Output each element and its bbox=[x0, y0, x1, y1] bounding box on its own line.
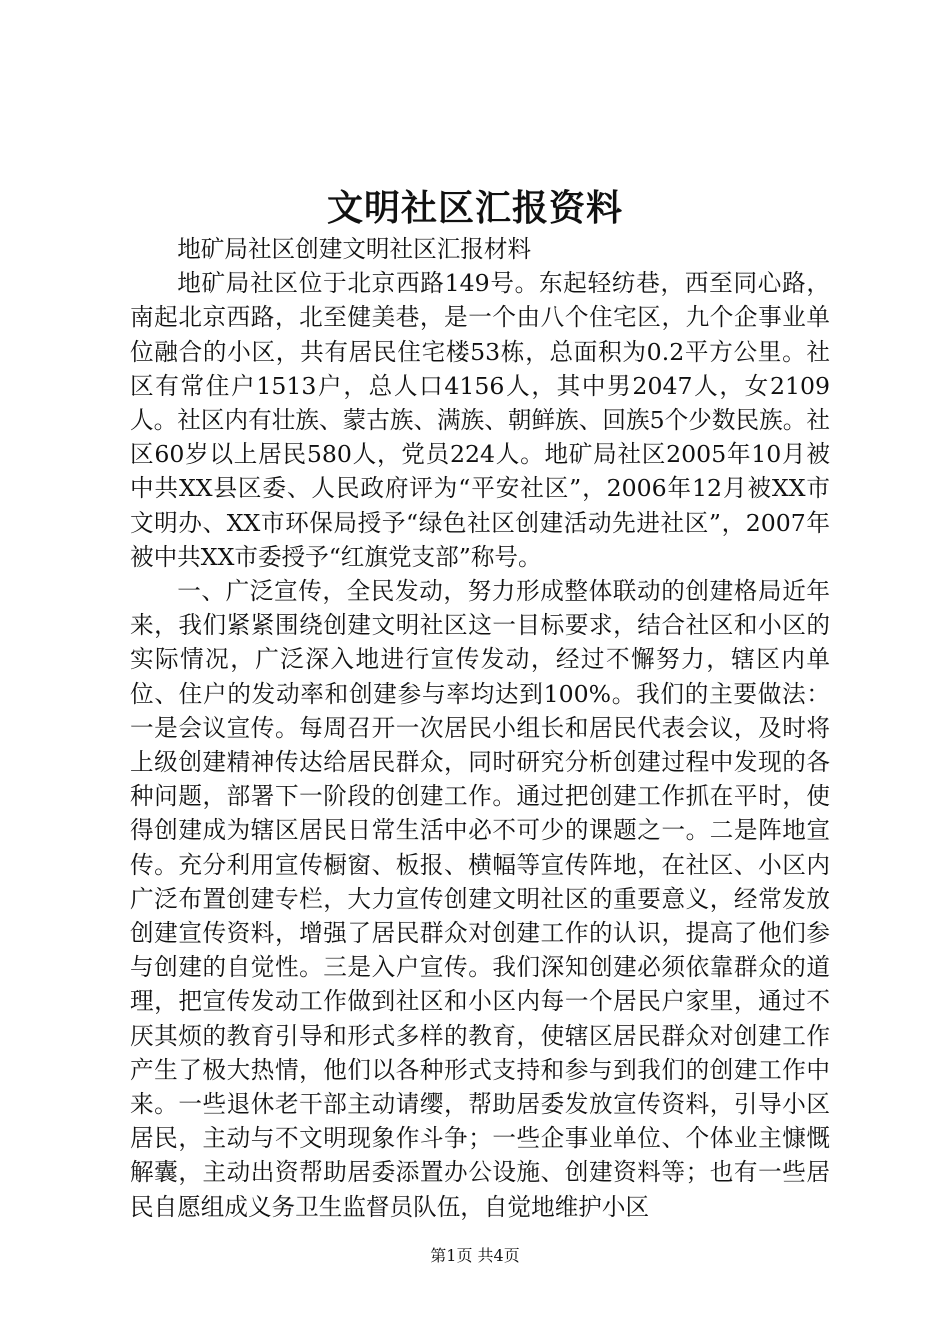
document-title: 文明社区汇报资料 bbox=[326, 187, 623, 229]
document-body bbox=[130, 232, 830, 1224]
paragraph-section-1: 一、广泛宣传，全民发动，努力形成整体联动的创建格局近年来，我们紧紧围绕创建文明社区这一目标要求，结合社区和小区的实际情况，广泛深入地进行宣传发动，经过不懈努力，辖区内单位、住户的发动率和创建参与率均达到100%。我们的主要做法：一是会议宣传。每周召开一次居民小组长和居民代表会议，及时将上级创建精神传达给居民群众，同时研究分析创建过程中发现的各种问题，部署下一阶段的创建工作。通过把创建工作抓在平时，使得创建成为辖区居民日常生活中必不可少的课题之一。二是阵地宣传。充分利用宣传橱窗、板报、横幅等宣传阵地，在社区、小区内广泛布置创建专栏，大力宣传创建文明社区的重要意义，经常发放创建宣传资料，增强了居民群众对创建工作的认识，提高了他们参与创建的自觉性。三是入户宣传。我们深知创建必须依靠群众的道理，把宣传发动工作做到社区和小区内每一个居民户家里，通过不厌其烦的教育引导和形式多样的教育，使辖区居民群众对创建工作产生了极大热情，他们以各种形式支持和参与到我们的创建工作中来。一些退休老干部主动请缨，帮助居委发放宣传资料，引导小区居民，主动与不文明现象作斗争；一些企事业单位、个体业主慷慨解囊，主动出资帮助居委添置办公设施、创建资料等；也有一些居民自愿组成义务卫生监督员队伍，自觉地维护小区 bbox=[130, 577, 830, 1221]
page-footer: 第1页 共4页 bbox=[430, 1246, 520, 1265]
paragraph-intro: 地矿局社区位于北京西路149号。东起轻纺巷，西至同心路，南起北京西路，北至健美巷，是一个由八个住宅区，九个企事业单位融合的小区，共有居民住宅楼53栋，总面积为0.2平方公里。社区有常住户1513户，总人口4156人，其中男2047人，女2109人。社区内有壮族、蒙古族、满族、朝鲜族、回族5个少数民族。社区60岁以上居民580人，党员224人。地矿局社区2005年10月被中共XX县区委、人民政府评为“平安社区”，2006年12月被XX市文明办、XX市环保局授予“绿色社区创建活动先进社区”，2007年被中共XX市委授予“红旗党支部”称号。 bbox=[130, 269, 830, 571]
document-subtitle: 地矿局社区创建文明社区汇报材料 bbox=[177, 235, 532, 263]
